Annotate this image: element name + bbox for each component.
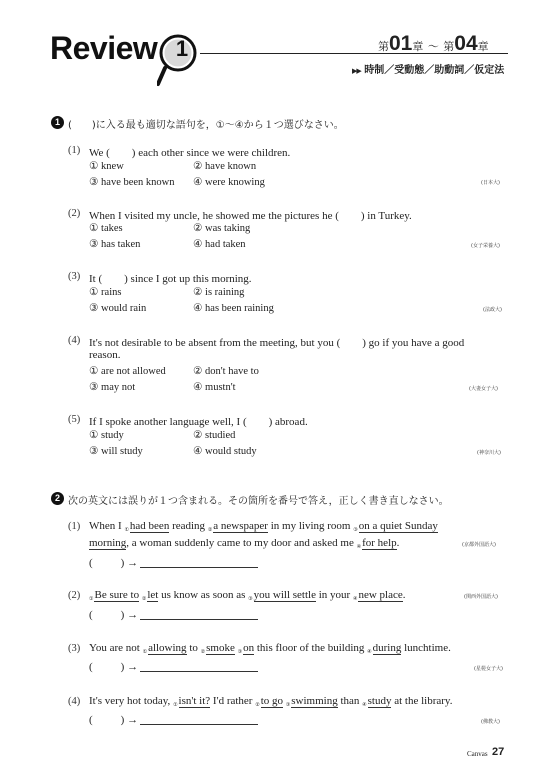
answer-line bbox=[140, 724, 258, 725]
question-text: $_①$Be sure to $_②$let us know as soon as $_③$you will settle in your $_④$new place. bbox=[89, 589, 406, 602]
question-number: (5) bbox=[68, 414, 81, 425]
underlined-segment: during bbox=[372, 642, 402, 654]
question-number: (2) bbox=[68, 208, 81, 219]
page-title: Review bbox=[50, 30, 158, 66]
underlined-segment: on bbox=[243, 642, 255, 654]
question-text: It's very hot today, $_①$isn't it? I'd rather $_②$to go $_③$swimming than $_④$study at the library. bbox=[89, 695, 453, 708]
question-number: (1) bbox=[68, 145, 81, 156]
section-1-badge: 1 bbox=[51, 116, 64, 129]
underlined-segment: smoke bbox=[206, 642, 235, 654]
underlined-segment: you will settle bbox=[253, 589, 316, 601]
question-text: It ( ) since I got up this morning. bbox=[89, 273, 252, 285]
chapter-range: 第01章 ～ 第04章 bbox=[378, 32, 489, 55]
question-number: (4) bbox=[68, 335, 81, 346]
source-label: (神奈川大) bbox=[477, 450, 501, 456]
option: ① are not allowed bbox=[89, 366, 166, 377]
question-text: When I visited my uncle, he showed me the pictures he ( ) in Turkey. bbox=[89, 210, 412, 222]
underlined-segment: swimming bbox=[291, 695, 338, 707]
source-label: (星槎女子大) bbox=[474, 666, 503, 672]
underlined-segment: let bbox=[147, 589, 159, 601]
source-label: (京都外国語大) bbox=[462, 542, 496, 548]
underlined-segment: Be sure to bbox=[94, 589, 140, 601]
option: ④ has been raining bbox=[193, 303, 274, 314]
question-number: (4) bbox=[68, 696, 81, 707]
question-number: (1) bbox=[68, 521, 81, 532]
option: ④ were knowing bbox=[193, 177, 265, 188]
answer-line bbox=[140, 671, 258, 672]
question-text: If I spoke another language well, I ( ) abroad. bbox=[89, 416, 308, 428]
page-number: 27 bbox=[492, 746, 505, 758]
answer-line bbox=[140, 567, 258, 568]
underlined-segment: new place bbox=[358, 589, 403, 601]
section-1-instruction: ( )に入る最も適切な語句を，①〜④から１つ選びなさい。 bbox=[68, 120, 344, 131]
option: ③ have been known bbox=[89, 177, 175, 188]
question-number: (3) bbox=[68, 271, 81, 282]
option: ② have known bbox=[193, 161, 257, 172]
answer-blank[interactable]: ( ) → bbox=[89, 714, 258, 726]
underlined-segment: a newspaper bbox=[213, 520, 268, 532]
section-2-badge: 2 bbox=[51, 492, 64, 505]
option: ① rains bbox=[89, 287, 122, 298]
question-text: You are not $_①$allowing to $_②$smoke $_③$on this floor of the building $_④$during lunchtime. bbox=[89, 642, 451, 655]
lesson-number: 1 bbox=[175, 36, 189, 61]
option: ④ had taken bbox=[193, 239, 246, 250]
question-text: We ( ) each other since we were children. bbox=[89, 147, 291, 159]
answer-blank[interactable]: ( ) → bbox=[89, 609, 258, 621]
option: ④ would study bbox=[193, 446, 257, 457]
underlined-segment: for help bbox=[362, 537, 397, 549]
source-label: (関西外国語大) bbox=[464, 594, 498, 600]
option: ② studied bbox=[193, 430, 236, 441]
underlined-segment: on a quiet Sunday bbox=[358, 520, 438, 532]
option: ① study bbox=[89, 430, 124, 441]
option: ③ will study bbox=[89, 446, 143, 457]
question-number: (3) bbox=[68, 643, 81, 654]
topics-line: ▶▶ 時制／受動態／助動詞／仮定法 bbox=[352, 65, 505, 76]
source-label: (佛教大) bbox=[481, 719, 500, 725]
option: ④ mustn't bbox=[193, 382, 236, 393]
option: ② don't have to bbox=[193, 366, 259, 377]
source-label: (大妻女子大) bbox=[469, 386, 498, 392]
underlined-segment: study bbox=[367, 695, 392, 707]
option: ③ would rain bbox=[89, 303, 147, 314]
underlined-segment: morning bbox=[89, 537, 127, 549]
option: ① takes bbox=[89, 223, 123, 234]
option: ② is raining bbox=[193, 287, 245, 298]
underlined-segment: allowing bbox=[148, 642, 187, 654]
section-2-instruction: 次の英文には誤りが１つ含まれる。その箇所を番号で答え，正しく書き直しなさい。 bbox=[68, 496, 449, 507]
option: ③ may not bbox=[89, 382, 136, 393]
option: ③ has taken bbox=[89, 239, 141, 250]
question-text: It's not desirable to be absent from the meeting, but you ( ) go if you have a good bbox=[89, 337, 465, 349]
source-label: (女子栄養大) bbox=[471, 243, 500, 249]
answer-blank[interactable]: ( ) → bbox=[89, 661, 258, 673]
source-label: (日本大) bbox=[481, 180, 500, 186]
underlined-segment: isn't it? bbox=[178, 695, 211, 707]
question-text-cont: reason. bbox=[89, 349, 121, 361]
question-text: When I $_①$had been reading $_②$a newspaper in my living room $_③$on a quiet Sunday bbox=[89, 520, 438, 533]
answer-blank[interactable]: ( ) → bbox=[89, 557, 258, 569]
footer-brand: Canvas bbox=[467, 750, 488, 758]
source-label: (法政大) bbox=[483, 307, 502, 313]
double-arrow-icon: ▶▶ bbox=[352, 67, 361, 75]
answer-line bbox=[140, 619, 258, 620]
question-text-cont: morning, a woman suddenly came to my door and asked me $_④$for help. bbox=[89, 537, 400, 550]
option: ① knew bbox=[89, 161, 124, 172]
underlined-segment: had been bbox=[129, 520, 170, 532]
underlined-segment: to go bbox=[260, 695, 284, 707]
question-number: (2) bbox=[68, 590, 81, 601]
option: ② was taking bbox=[193, 223, 251, 234]
